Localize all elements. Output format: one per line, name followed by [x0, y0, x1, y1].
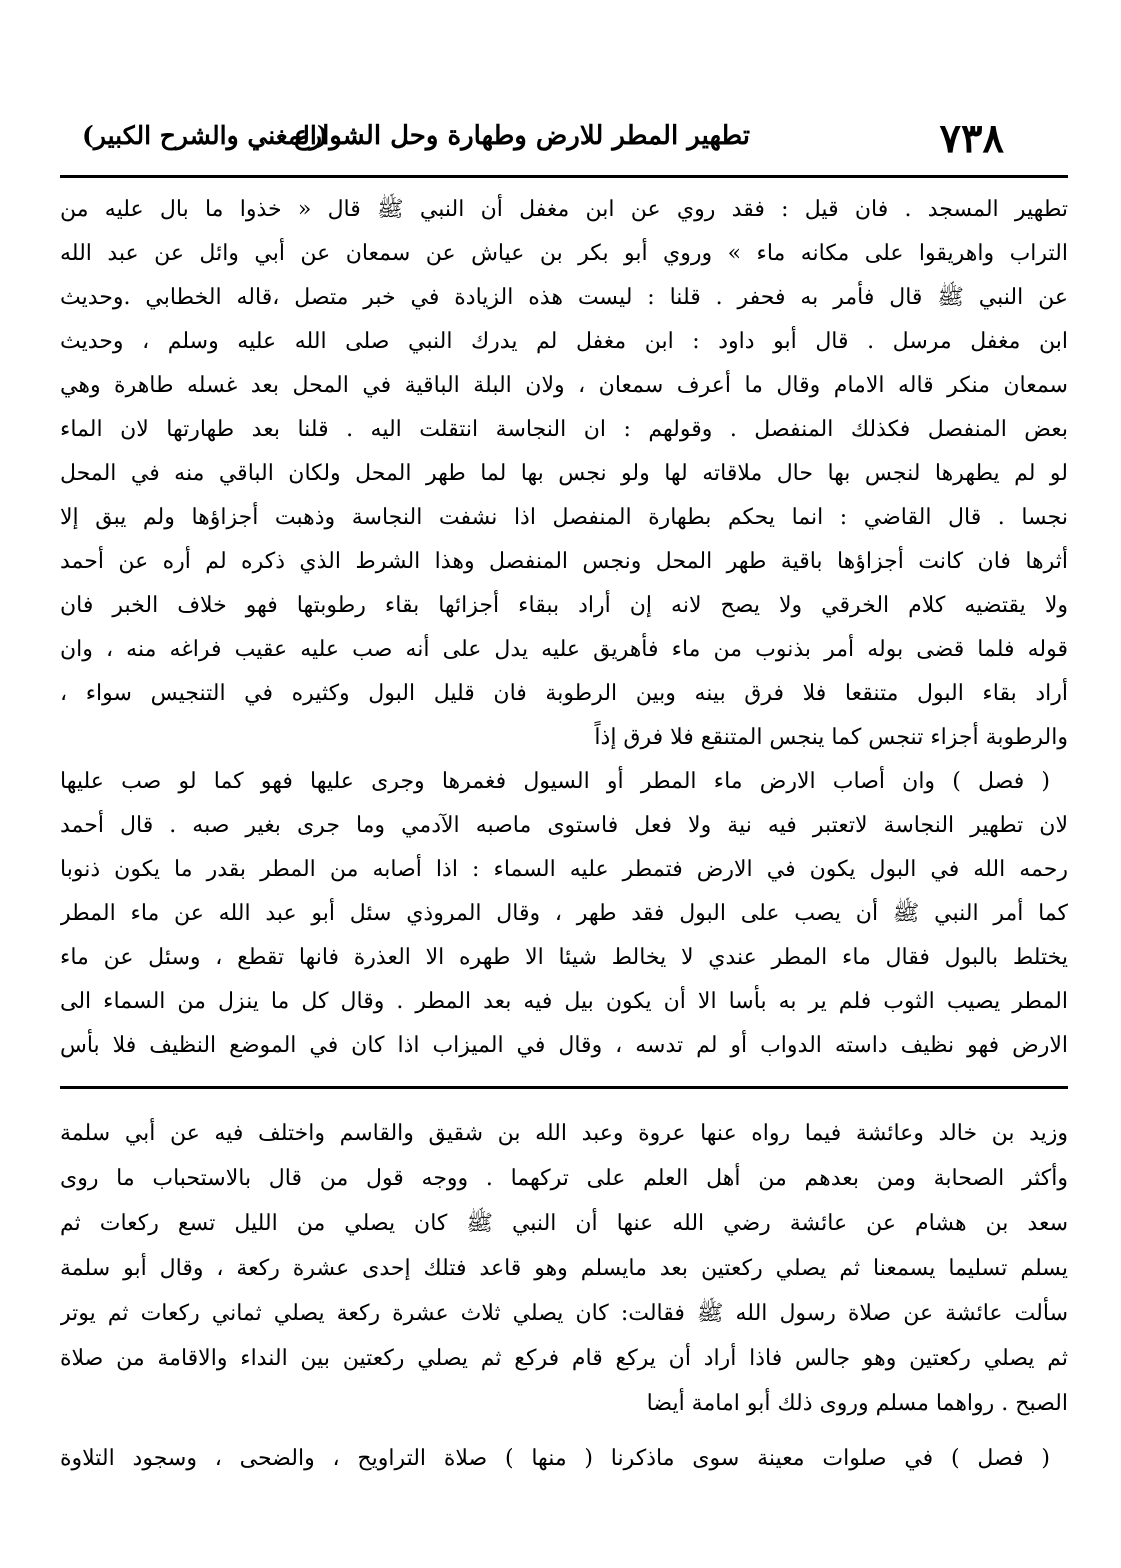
commentary-line: الصبح . رواهما مسلم وروى ذلك أبو امامة أيضا [646, 1391, 1068, 1416]
main-line: ابن مغفل مرسل . قال أبو داود : ابن مغفل لم يدرك النبي صلى الله عليه وسلم ، وحديث [60, 329, 1068, 354]
main-line: التراب واهريقوا على مكانه ماء » وروي أبو بكر بن عياش عن سمعان عن أبي وائل عن عبد الله [60, 241, 1068, 266]
main-line: لان تطهير النجاسة لاتعتبر فيه نية ولا فعل فاستوى ماصبه الآدمي وما جرى بغير صبه . قال أحمد [60, 813, 1068, 838]
section-heading-line: ( فصل ) وان أصاب الارض ماء المطر أو السيول فغمرها وجرى عليها فهو كما لو صب عليها [60, 769, 1050, 794]
page-number: ٧٣٨ [939, 115, 1004, 162]
commentary-line: سألت عائشة عن صلاة رسول الله ﷺ فقالت: كان يصلي ثلاث عشرة ركعة يصلي ثماني ركعات ثم يوتر [60, 1301, 1068, 1326]
main-line: كما أمر النبي ﷺ أن يصب على البول فقد طهر ، وقال المروذي سئل أبو عبد الله عن ماء المطر [60, 901, 1068, 926]
commentary-line: سعد بن هشام عن عائشة رضي الله عنها أن النبي ﷺ كان يصلي من الليل تسع ركعات ثم [60, 1211, 1068, 1236]
section-separator [60, 1086, 1068, 1089]
main-line: لو لم يطهرها لنجس بها حال ملاقاته لها ولو نجس بها لما طهر المحل ولكان الباقي منه في المحل [60, 461, 1068, 486]
main-text [60, 188, 1068, 1068]
main-line: ولا يقتضيه كلام الخرقي ولا يصح لانه إن أراد ببقاء أجزائها بقاء رطوبتها فهو خلاف الخبر فان [60, 593, 1068, 618]
main-line: أثرها فان كانت أجزاؤها باقية طهر المحل ونجس المنفصل وهذا الشرط الذي ذكره لم أره عن أحمد [60, 549, 1068, 574]
section-heading-line: ( فصل ) في صلوات معينة سوى ماذكرنا ( منها ) صلاة التراويح ، والضحى ، وسجود التلاوة [60, 1446, 1050, 1471]
commentary-text [60, 1111, 1068, 1481]
main-line: رحمه الله في البول يكون في الارض فتمطر عليه السماء : اذا أصابه من المطر بقدر ما يكون ذنوبا [60, 857, 1068, 882]
main-line: الارض فهو نظيف داسته الدواب أو لم تدسه ، وقال في الميزاب اذا كان في الموضع النظيف فلا بأس [60, 1033, 1068, 1058]
main-line: عن النبي ﷺ قال فأمر به فحفر . قلنا : ليست هذه الزيادة في خبر متصل ،قاله الخطابي .وحديث [60, 285, 1068, 310]
main-line: تطهير المسجد . فان قيل : فقد روي عن ابن مغفل أن النبي ﷺ قال « خذوا ما بال عليه من [60, 197, 1068, 222]
main-line: بعض المنفصل فكذلك المنفصل . وقولهم : ان النجاسة انتقلت اليه . قلنا بعد طهارتها لان الماء [60, 417, 1068, 442]
running-title: تطهير المطر للارض وطهارة وحل الشوارع [294, 121, 750, 151]
commentary-line: ثم يصلي ركعتين وهو جالس فاذا أراد أن يركع قام فركع ثم يصلي ركعتين بين النداء والاقامة من صلاة [60, 1346, 1068, 1371]
book-page [60, 115, 1068, 1481]
main-line: والرطوبة أجزاء تنجس كما ينجس المتنقع فلا فرق إذاً [594, 725, 1068, 750]
main-line: المطر يصيب الثوب فلم ير به بأسا الا أن يكون بيل فيه بعد المطر . وقال كل ما ينزل من السماء الى [60, 989, 1068, 1014]
commentary-line: وأكثر الصحابة ومن بعدهم من أهل العلم على تركهما . ووجه قول من قال بالاستحباب ما روى [60, 1166, 1068, 1191]
header-rule [60, 175, 1068, 178]
page-header [60, 115, 1068, 173]
main-line: نجسا . قال القاضي : انما يحكم بطهارة المنفصل اذا نشفت النجاسة وذهبت أجزاؤها ولم يبق إلا [60, 505, 1068, 530]
main-line: يختلط بالبول فقال ماء المطر عندي لا يخالط شيئا الا طهره الا العذرة فانها تقطع ، وسئل عن ماء [60, 945, 1068, 970]
main-line: قوله فلما قضى بوله أمر بذنوب من ماء فأهريق عليه يدل على أنه صب عليه عقيب فراغه منه ، وان [60, 637, 1068, 662]
commentary-line: يسلم تسليما يسمعنا ثم يصلي ركعتين بعد مايسلم وهو قاعد فتلك إحدى عشرة ركعة ، وقال أبو سلمة [60, 1256, 1068, 1281]
book-title: (المغني والشرح الكبير) [82, 121, 329, 150]
commentary-line: وزيد بن خالد وعائشة فيما رواه عنها عروة وعبد الله بن شقيق والقاسم واختلف فيه عن أبي سلمة [60, 1121, 1068, 1146]
main-line: سمعان منكر قاله الامام وقال ما أعرف سمعان ، ولان البلة الباقية في المحل بعد غسله طاهرة وهي [60, 373, 1068, 398]
main-line: أراد بقاء البول متنقعا فلا فرق بينه وبين الرطوبة فان قليل البول وكثيره في التنجيس سواء ، [60, 681, 1068, 706]
